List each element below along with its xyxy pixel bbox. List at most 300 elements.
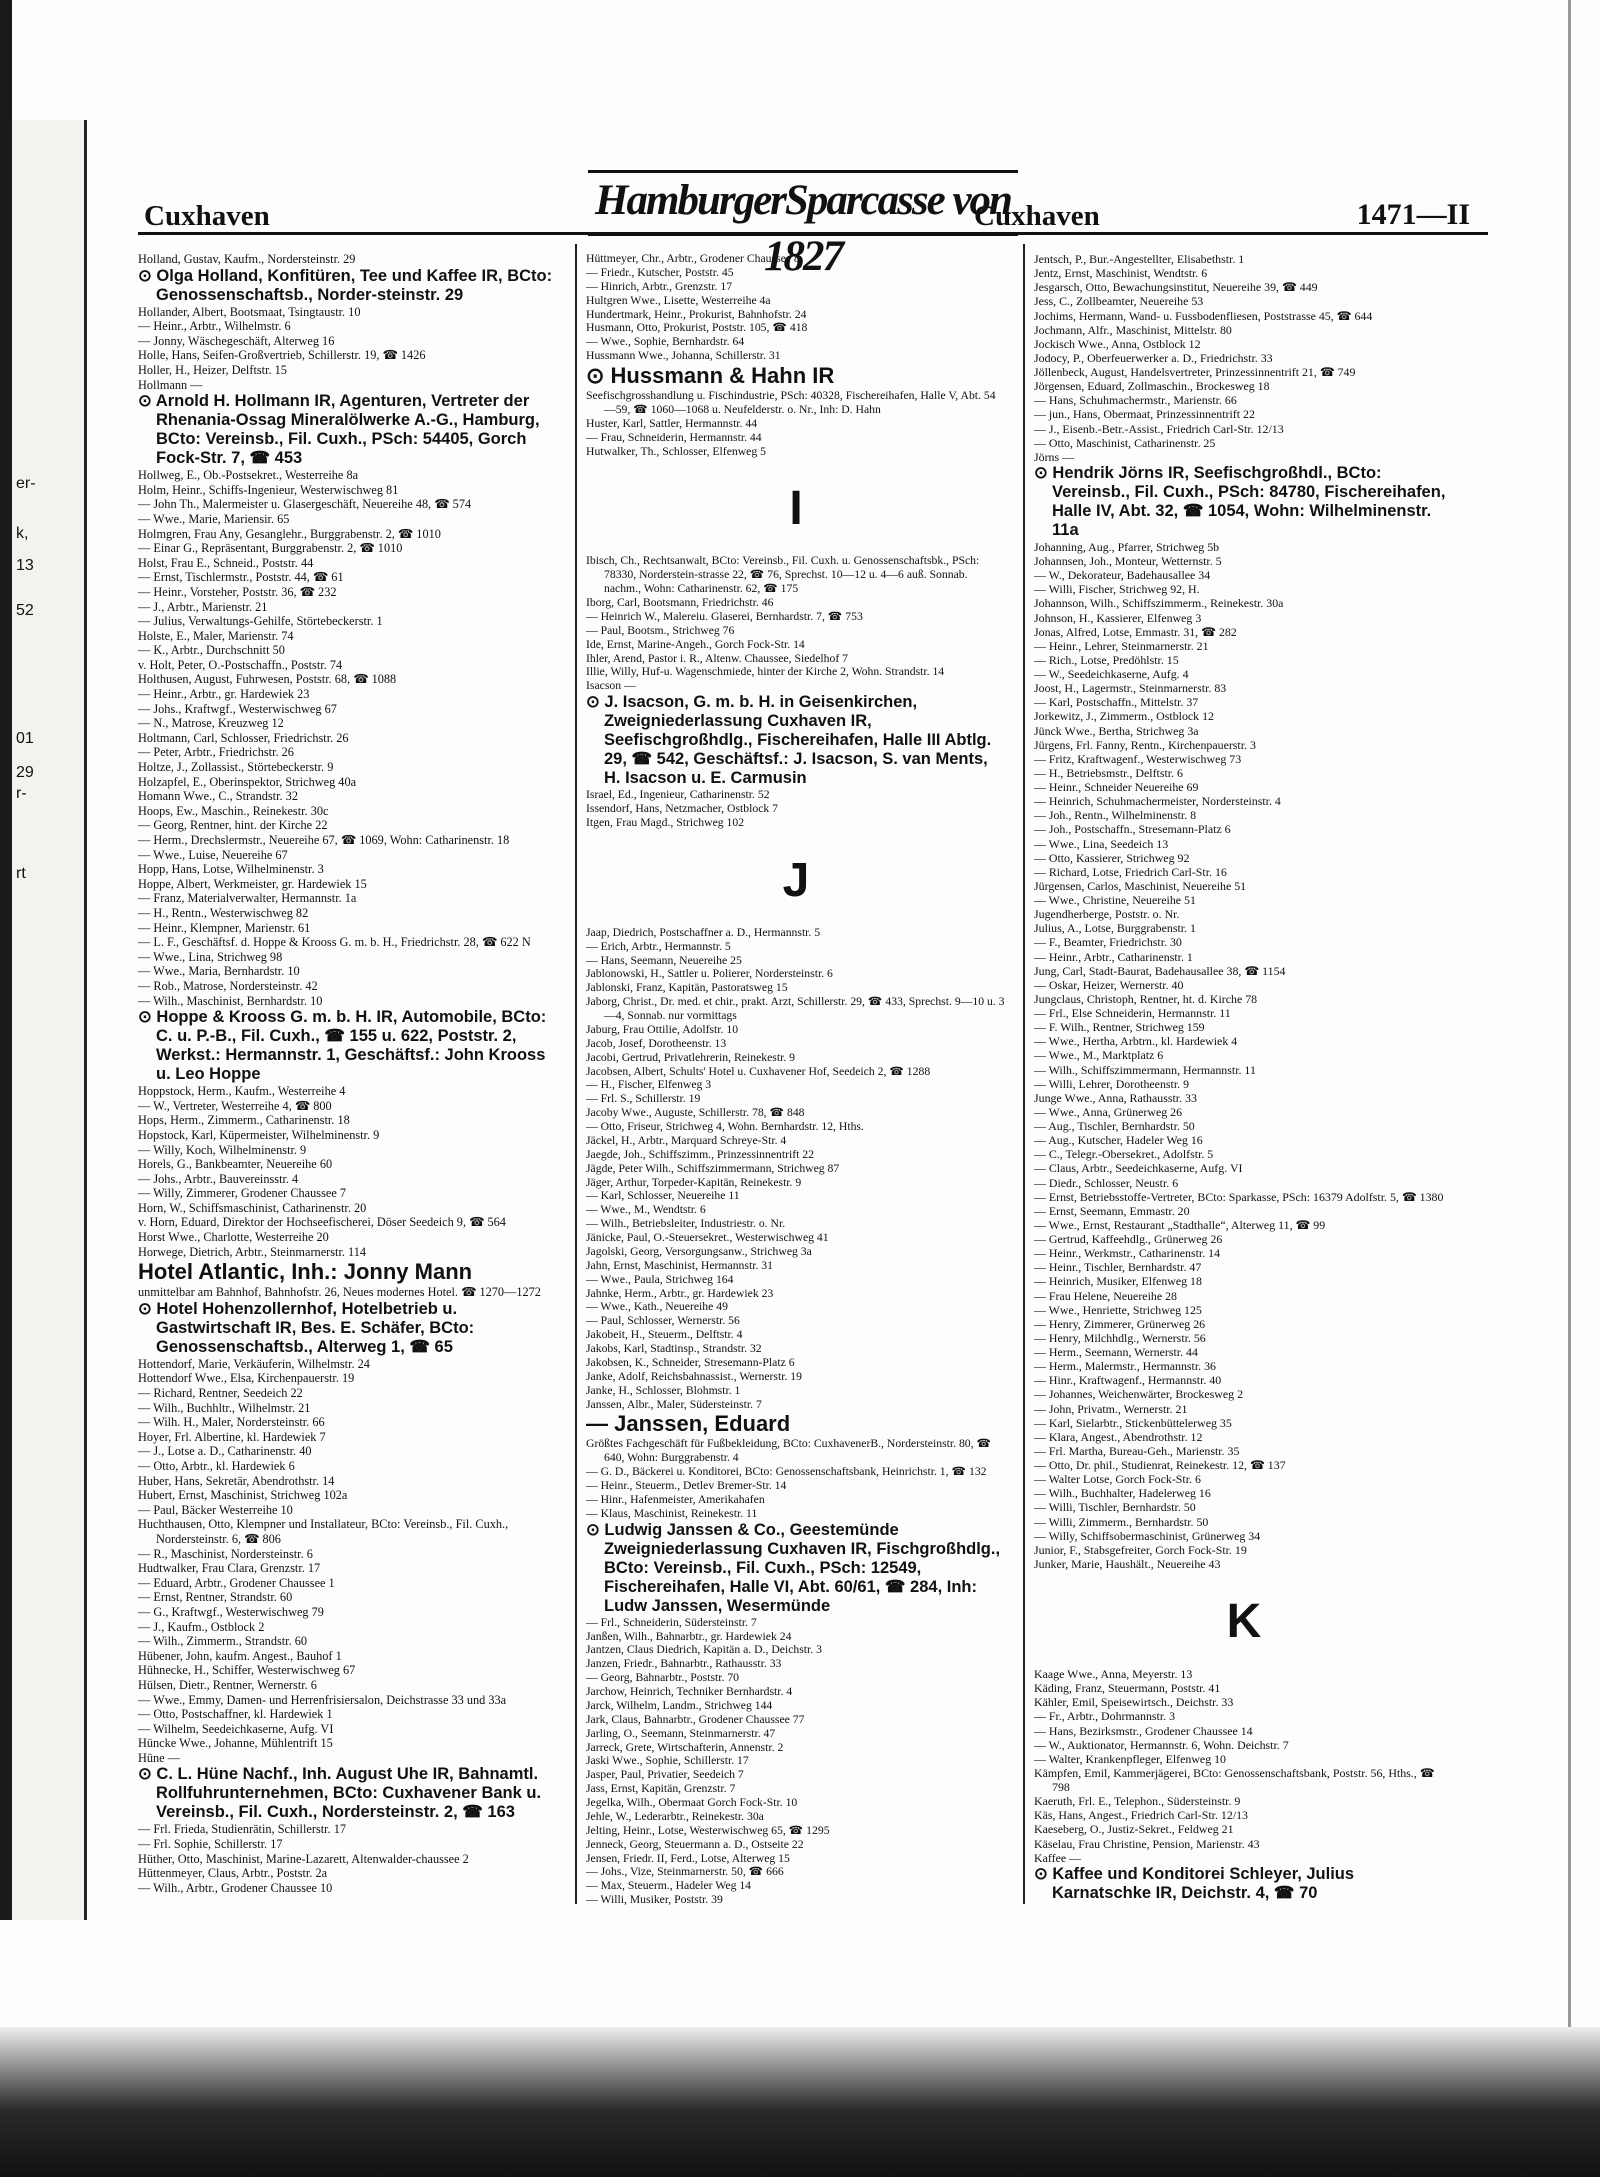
directory-entry: — Ernst, Seemann, Emmastr. 20 <box>1034 1203 1190 1218</box>
directory-entry: Horst Wwe., Charlotte, Westerreihe 20 <box>138 1230 329 1245</box>
directory-entry: Jakobeit, H., Steuerm., Delftstr. 4 <box>586 1328 743 1342</box>
directory-entry: — Wilh., Arbtr., Grodener Chaussee 10 <box>138 1880 333 1895</box>
directory-entry: — Wwe., Maria, Bernhardstr. 10 <box>138 964 300 979</box>
directory-entry: — Ernst, Betriebsstoffe-Vertreter, BCto: Sparkasse, PSch: 16379 Adolfstr. 5, ☎ 1380 <box>1034 1189 1444 1204</box>
directory-entry: — Frl. Martha, Bureau-Geh., Marienstr. 35 <box>1034 1443 1240 1458</box>
directory-advertisement: Hotel Atlantic, Inh.: Jonny Mann <box>138 1259 473 1285</box>
directory-entry: — J., Lotse a. D., Catharinenstr. 40 <box>138 1444 312 1459</box>
directory-entry: Jarchow, Heinrich, Techniker Bernhardstr. 4 <box>586 1685 793 1698</box>
directory-entry: Jäger, Arthur, Torpeder-Kapitän, Reinekestr. 9 <box>586 1175 802 1189</box>
directory-entry: — Joh., Postschaffn., Stresemann-Platz 6 <box>1034 822 1231 837</box>
directory-entry: — Fr., Arbtr., Dohrmannstr. 3 <box>1034 1709 1176 1724</box>
directory-entry: Hutwalker, Th., Schlosser, Elfenweg 5 <box>586 444 766 458</box>
directory-entry: — Heinrich W., Malereiu. Glaserei, Bernhardstr. 7, ☎ 753 <box>586 609 863 623</box>
directory-entry: Jörns — <box>1034 449 1074 464</box>
directory-entry: Holste, E., Maler, Marienstr. 74 <box>138 628 294 643</box>
directory-entry: — N., Matrose, Kreuzweg 12 <box>138 716 284 731</box>
directory-entry: — Otto, Kassierer, Strichweg 92 <box>1034 850 1190 865</box>
directory-entry: Huber, Hans, Sekretär, Abendrothstr. 14 <box>138 1473 335 1488</box>
directory-entry: — Wilh., Betriebsleiter, Industriestr. o. Nr. <box>586 1217 786 1231</box>
directory-entry: — R., Maschinist, Nordersteinstr. 6 <box>138 1546 313 1561</box>
directory-entry: — Wilh., Schiffszimmermann, Hermannstr. 11 <box>1034 1062 1256 1077</box>
scan-bottom-shadow <box>0 2027 1600 2177</box>
directory-entry: — Ernst, Rentner, Strandstr. 60 <box>138 1590 293 1605</box>
directory-entry: Junge Wwe., Anna, Rathausstr. 33 <box>1034 1090 1197 1105</box>
directory-entry: Jänicke, Paul, O.-Steuersekret., Westerwischweg 41 <box>586 1231 829 1244</box>
directory-entry: Jegelka, Wilh., Obermaat Gorch Fock-Str. 10 <box>586 1796 798 1809</box>
directory-entry: — Heinr., Schneider Neuereihe 69 <box>1034 780 1199 794</box>
directory-entry: — Frl. Sophie, Schillerstr. 17 <box>138 1837 283 1852</box>
directory-entry: Käding, Franz, Steuermann, Poststr. 41 <box>1034 1681 1221 1696</box>
directory-entry: Hoppe, Albert, Werkmeister, gr. Hardewiek 15 <box>138 876 367 891</box>
directory-entry: Johannson, Wilh., Schiffszimmerm., Reinekestr. 30a <box>1034 596 1284 611</box>
page-number: 1471—II <box>1356 198 1470 231</box>
directory-entry: Jacobi, Gertrud, Privatlehrerin, Reinekestr. 9 <box>586 1050 796 1064</box>
directory-entry: Junker, Marie, Haushält., Neuereihe 43 <box>1034 1556 1221 1571</box>
directory-entry: Horn, W., Schiffsmaschinist, Catharinenstr. 20 <box>138 1200 367 1215</box>
directory-entry: — Wilh., Zimmerm., Strandstr. 60 <box>138 1634 308 1649</box>
directory-entry: Janke, H., Schlosser, Blohmstr. 1 <box>586 1383 741 1397</box>
directory-entry: Jensen, Friedr. II, Ferd., Lotse, Alterweg 15 <box>586 1851 790 1865</box>
directory-entry: — Oskar, Heizer, Wernerstr. 40 <box>1034 977 1184 992</box>
directory-entry: — F., Beamter, Friedrichstr. 30 <box>1034 935 1182 950</box>
directory-entry: — Wwe., Paula, Strichweg 164 <box>586 1272 734 1286</box>
section-letter: K <box>1226 1595 1262 1648</box>
directory-entry: — Willi, Tischler, Bernhardstr. 50 <box>1034 1500 1196 1515</box>
directory-entry: Hopp, Hans, Lotse, Wilhelminenstr. 3 <box>138 862 324 877</box>
adjacent-page-fragment: rt <box>16 865 26 882</box>
directory-entry: Hüncke Wwe., Johanne, Mühlentrift 15 <box>138 1736 333 1751</box>
directory-entry: — Erich, Arbtr., Hermannstr. 5 <box>586 939 731 953</box>
directory-entry: — L. F., Geschäftsf. d. Hoppe & Krooss G. m. b. H., Friedrichstr. 28, ☎ 622 N <box>138 935 531 950</box>
header-advertisement: HamburgerSparcasse von 1827 <box>588 170 1018 236</box>
directory-entry: — J., Arbtr., Marienstr. 21 <box>138 599 268 614</box>
directory-entry: — Max, Steuerm., Hadeler Weg 14 <box>586 1879 752 1893</box>
column-1 <box>138 252 558 1895</box>
directory-entry: — F. Wilh., Rentner, Strichweg 159 <box>1034 1020 1205 1035</box>
directory-entry: Hollmann — <box>138 377 203 392</box>
directory-entry: Hops, Herm., Zimmerm., Catharinenstr. 18 <box>138 1113 350 1128</box>
directory-entry: Hüne — <box>138 1750 181 1765</box>
directory-entry: — Paul, Bootsm., Strichweg 76 <box>586 623 735 637</box>
directory-entry: Holler, H., Heizer, Delftstr. 15 <box>138 362 287 377</box>
directory-entry: — Henry, Zimmerer, Grünerweg 26 <box>1034 1316 1206 1331</box>
directory-entry: Kaeseberg, O., Justiz-Sekret., Feldweg 21 <box>1034 1822 1234 1837</box>
adjacent-page-fragment: 13 <box>16 557 34 574</box>
directory-entry: — John Th., Malermeister u. Glasergeschäft, Neuereihe 48, ☎ 574 <box>138 497 472 512</box>
directory-entry: — Willi, Fischer, Strichweg 92, H. <box>1034 582 1200 597</box>
directory-entry: Kaage Wwe., Anna, Meyerstr. 13 <box>1034 1667 1193 1681</box>
directory-entry: — Wwe., Marie, Mariensir. 65 <box>138 511 290 526</box>
directory-entry: — Karl, Postschaffn., Mittelstr. 37 <box>1034 695 1199 710</box>
directory-entry: — J., Eisenb.-Betr.-Assist., Friedrich Carl-Str. 12/13 <box>1034 421 1284 436</box>
header-right-city: Cuxhaven <box>974 200 1100 232</box>
header-left-city: Cuxhaven <box>144 200 270 232</box>
directory-entry: Jentz, Ernst, Maschinist, Wendtstr. 6 <box>1034 266 1208 281</box>
directory-entry: Jöllenbeck, August, Handelsvertreter, Prinzessinnentrift 21, ☎ 749 <box>1034 365 1356 379</box>
directory-entry: Jagolski, Georg, Versorgungsanw., Strichweg 3a <box>586 1244 812 1258</box>
directory-entry: — Hinr., Kraftwagenf., Hermannstr. 40 <box>1034 1373 1222 1388</box>
directory-entry: — Fritz, Kraftwagenf., Westerwischweg 73 <box>1034 751 1242 766</box>
directory-entry: — Heinrich, Schuhmachermeister, Nordersteinstr. 4 <box>1034 794 1281 809</box>
directory-entry: — Klara, Angest., Abendrothstr. 12 <box>1034 1429 1203 1444</box>
directory-entry: — Diedr., Schlosser, Neustr. 6 <box>1034 1175 1179 1190</box>
column-rule <box>1023 244 1025 1904</box>
directory-entry: Israel, Ed., Ingenieur, Catharinenstr. 52 <box>586 788 770 802</box>
directory-entry: Jockisch Wwe., Anna, Ostblock 12 <box>1034 336 1201 351</box>
directory-entry: — Johannes, Weichenwärter, Brockesweg 2 <box>1034 1387 1244 1402</box>
directory-entry: — Frau, Schneiderin, Hermannstr. 44 <box>586 430 762 444</box>
directory-entry: — Einar G., Repräsentant, Burggrabenstr. 2, ☎ 1010 <box>138 541 403 556</box>
directory-entry: — Wwe., Sophie, Bernhardstr. 64 <box>586 335 745 349</box>
directory-entry: — Gertrud, Kaffeehdlg., Grünerweg 26 <box>1034 1232 1223 1246</box>
directory-entry: — Henry, Milchhdlg., Wernerstr. 56 <box>1034 1330 1206 1345</box>
directory-entry: — Hans, Schuhmachermstr., Marienstr. 66 <box>1034 393 1237 408</box>
directory-entry: — Wilh., Maschinist, Bernhardstr. 10 <box>138 993 323 1008</box>
directory-entry: — Walter, Krankenpfleger, Elfenweg 10 <box>1034 1751 1227 1766</box>
directory-entry: Hussmann Wwe., Johanna, Schillerstr. 31 <box>586 349 781 363</box>
directory-page <box>138 140 1488 1945</box>
directory-entry: — Johs., Kraftwgf., Westerwischweg 67 <box>138 701 337 716</box>
directory-entry: — W., Dekorateur, Badehausallee 34 <box>1034 568 1211 583</box>
directory-entry: Kaeruth, Frl. E., Telephon., Südersteinstr. 9 <box>1034 1794 1241 1809</box>
directory-entry: Johannsen, Joh., Monteur, Wetternstr. 5 <box>1034 554 1222 568</box>
directory-entry: Holzapfel, E., Oberinspektor, Strichweg 40a <box>138 774 357 789</box>
directory-entry: — Eduard, Arbtr., Grodener Chaussee 1 <box>138 1575 335 1590</box>
directory-entry: Hottendorf, Marie, Verkäuferin, Wilhelmstr. 24 <box>138 1356 370 1371</box>
directory-advertisement: ⊙ Kaffee und Konditorei Schleyer, Julius Karnatschke IR, Deichstr. 4, ☎ 70 <box>1034 1864 1355 1902</box>
directory-entry: Hoppstock, Herm., Kaufm., Westerreihe 4 <box>138 1084 346 1099</box>
directory-entry: Hühnecke, H., Schiffer, Westerwischweg 67 <box>138 1663 356 1678</box>
directory-entry: — Heinr., Werkmstr., Catharinenstr. 14 <box>1034 1246 1221 1261</box>
directory-entry: Holle, Hans, Seifen-Großvertrieb, Schillerstr. 19, ☎ 1426 <box>138 348 426 363</box>
directory-entry: — Wilh., Buchhalter, Hadelerweg 16 <box>1034 1486 1211 1501</box>
directory-entry: — Wwe., M., Wendtstr. 6 <box>586 1203 706 1217</box>
directory-entry: Hollander, Albert, Bootsmaat, Tsingtaustr. 10 <box>138 304 361 319</box>
directory-entry: Jaap, Diedrich, Postschaffner a. D., Hermannstr. 5 <box>586 925 821 939</box>
directory-entry: — Walter Lotse, Gorch Fock-Str. 6 <box>1034 1472 1201 1487</box>
directory-entry: — K., Arbtr., Durchschnitt 50 <box>138 643 285 658</box>
directory-entry: Horwege, Dietrich, Arbtr., Steinmarnerstr. 114 <box>138 1244 367 1259</box>
directory-entry: Holmgren, Frau Any, Gesanglehr., Burggrabenstr. 2, ☎ 1010 <box>138 526 441 541</box>
directory-entry: — Hinrich, Arbtr., Grenzstr. 17 <box>586 279 733 293</box>
directory-entry: Janßen, Wilh., Bahnarbtr., gr. Hardewiek 24 <box>586 1629 792 1643</box>
directory-entry: — Wwe., Emmy, Damen- und Herrenfrisiersalon, Deichstrasse 33 und 33a <box>138 1692 507 1707</box>
directory-entry: — Claus, Arbtr., Seedeichkaserne, Aufg. VI <box>1034 1161 1243 1176</box>
directory-entry: — jun., Hans, Obermaat, Prinzessinnentrift 22 <box>1034 407 1255 422</box>
directory-entry: — Frl., Schneiderin, Südersteinstr. 7 <box>586 1615 757 1629</box>
directory-entry: — Heinr., Klempner, Marienstr. 61 <box>138 920 311 935</box>
directory-entry: Hoyer, Frl. Albertine, kl. Hardewiek 7 <box>138 1429 326 1444</box>
directory-entry: — Wilh., Buchhltr., Wilhelmstr. 21 <box>138 1400 311 1415</box>
directory-entry: Jarling, O., Seemann, Steinmarnerstr. 47 <box>586 1726 776 1740</box>
directory-entry: Itgen, Frau Magd., Strichweg 102 <box>586 815 745 829</box>
directory-entry: — Wwe., Anna, Grünerweg 26 <box>1034 1104 1183 1119</box>
directory-entry: — Wilhelm, Seedeichkaserne, Aufg. VI <box>138 1721 334 1736</box>
directory-entry: — Willi, Zimmerm., Bernhardstr. 50 <box>1034 1514 1209 1529</box>
directory-entry: — Ernst, Tischlermstr., Poststr. 44, ☎ 61 <box>138 570 344 585</box>
directory-entry: Jess, C., Zollbeamter, Neuereihe 53 <box>1034 294 1204 309</box>
directory-entry: — Johs., Vize, Steinmarnerstr. 50, ☎ 666 <box>586 1865 784 1879</box>
directory-entry: — Aug., Kutscher, Hadeler Weg 16 <box>1034 1133 1203 1148</box>
directory-entry: Jarck, Wilhelm, Landm., Strichweg 144 <box>586 1698 773 1712</box>
directory-entry: Ihler, Arend, Pastor i. R., Altenw. Chaussee, Siedelhof 7 <box>586 651 849 665</box>
directory-entry: — W., Auktionator, Hermannstr. 6, Wohn. Deichstr. 7 <box>1034 1737 1289 1752</box>
directory-entry: — Frau Helene, Neuereihe 28 <box>1034 1288 1177 1303</box>
directory-entry: Käs, Hans, Angest., Friedrich Carl-Str. 12/13 <box>1034 1808 1249 1823</box>
directory-entry: Jünck Wwe., Bertha, Strichweg 3a <box>1034 723 1199 738</box>
directory-entry: Jablonski, Franz, Kapitän, Pastoratsweg 15 <box>586 981 788 995</box>
column-rule <box>575 244 577 1904</box>
directory-entry: — G., Kraftwgf., Westerwischweg 79 <box>138 1604 324 1619</box>
adjacent-page-fragment: 52 <box>16 602 34 619</box>
directory-entry: Homann Wwe., C., Strandstr. 32 <box>138 789 298 804</box>
directory-advertisement: ⊙ Hussmann & Hahn IR <box>586 363 835 388</box>
directory-entry: Hüttmeyer, Chr., Arbtr., Grodener Chaussee 8 <box>586 252 800 265</box>
directory-entry: Holtmann, Carl, Schlosser, Friedrichstr. 26 <box>138 730 349 745</box>
directory-entry: Jodocy, P., Oberfeuerwerker a. D., Friedrichstr. 33 <box>1034 350 1273 365</box>
directory-entry: — Aug., Tischler, Bernhardstr. 50 <box>1034 1119 1195 1133</box>
directory-entry: v. Holt, Peter, O.-Postschaffn., Poststr. 74 <box>138 657 343 672</box>
directory-entry: — Heinr., Steuerm., Detlev Bremer-Str. 14 <box>586 1479 787 1492</box>
directory-entry: Janssen, Albr., Maler, Südersteinstr. 7 <box>586 1397 762 1411</box>
directory-advertisement: ⊙ Arnold H. Hollmann IR, Agenturen, Vertreter der Rhenania-Ossag Mineralölwerke A.-G., Hamburg, BCto: Vereinsb., Fil. Cuxh., PSch: 54405, Gorch Fock-Str. 7, ☎ 453 <box>138 392 540 468</box>
directory-entry: Kähler, Emil, Speisewirtsch., Deichstr. 33 <box>1034 1695 1234 1710</box>
directory-entry: Hollweg, E., Ob.-Postsekret., Westerreihe 8a <box>138 468 359 483</box>
directory-entry: Isacson — <box>586 679 636 693</box>
directory-entry: — Richard, Lotse, Friedrich Carl-Str. 16 <box>1034 864 1227 879</box>
directory-entry: — Peter, Arbtr., Friedrichstr. 26 <box>138 745 294 760</box>
directory-entry: — Paul, Bäcker Westerreihe 10 <box>138 1502 293 1517</box>
directory-entry: — Rob., Matrose, Nordersteinstr. 42 <box>138 978 318 993</box>
directory-entry: — Wwe., Ernst, Restaurant „Stadthalle“, Alterweg 11, ☎ 99 <box>1034 1217 1326 1232</box>
directory-entry: Hottendorf Wwe., Elsa, Kirchenpauerstr. 19 <box>138 1371 355 1386</box>
directory-entry: Jantzen, Claus Diedrich, Kapitän a. D., Deichstr. 3 <box>586 1643 822 1657</box>
directory-entry: Junior, F., Stabsgefreiter, Gorch Fock-Str. 19 <box>1034 1542 1247 1557</box>
column-2 <box>586 252 1006 1907</box>
directory-entry: — Wilh. H., Maler, Nordersteinstr. 66 <box>138 1415 325 1430</box>
section-letter: I <box>789 482 803 536</box>
directory-entry: Jürgensen, Carlos, Maschinist, Neuereihe 51 <box>1034 878 1247 893</box>
directory-entry: — Hans, Seemann, Neuereihe 25 <box>586 953 742 967</box>
directory-entry: — Frl., Else Schneiderin, Hermannstr. 11 <box>1034 1006 1231 1020</box>
directory-entry: — Herm., Malermstr., Hermannstr. 36 <box>1034 1359 1216 1374</box>
directory-entry: Hülsen, Dietr., Rentner, Wernerstr. 6 <box>138 1677 317 1692</box>
directory-entry: Jablonowski, H., Sattler u. Polierer, Nordersteinstr. 6 <box>586 967 833 981</box>
directory-advertisement: ⊙ Olga Holland, Konfitüren, Tee und Kaffee IR, BCto: Genossenschaftsb., Norder-steinstr. 29 <box>138 266 553 304</box>
directory-entry: — Friedr., Kutscher, Poststr. 45 <box>586 265 734 279</box>
directory-entry: Jaborg, Christ., Dr. med. et chir., prakt. Arzt, Schillerstr. 29, ☎ 433, Sprechst. 9—10 u. 3—4, Sonnab. nur vormittags <box>586 995 1005 1022</box>
directory-entry: — Frl. Frieda, Studienrätin, Schillerstr. 17 <box>138 1822 347 1837</box>
directory-entry: Jelting, Heinr., Lotse, Westerwischweg 65, ☎ 1295 <box>586 1823 830 1837</box>
directory-entry: Jaegde, Joh., Schiffszimm., Prinzessinnentrift 22 <box>586 1147 814 1161</box>
directory-entry: — Klaus, Maschinist, Reinekestr. 11 <box>586 1506 758 1520</box>
directory-entry: Holland, Gustav, Kaufm., Nordersteinstr. 29 <box>138 252 356 266</box>
adjacent-page-strip <box>12 120 87 1920</box>
directory-entry: Kämpfen, Emil, Kammerjägerei, BCto: Genossenschaftsbank, Poststr. 56, Hths., ☎ 798 <box>1034 1765 1435 1794</box>
adjacent-page-fragment: er- <box>16 475 36 492</box>
directory-entry: Husmann, Otto, Prokurist, Poststr. 105, ☎ 418 <box>586 321 808 335</box>
directory-entry: — Joh., Rentn., Wilhelminenstr. 8 <box>1034 808 1197 823</box>
directory-entry: — H., Betriebsmstr., Delftstr. 6 <box>1034 765 1183 780</box>
directory-entry: Kaffee — <box>1034 1850 1081 1865</box>
directory-entry: — Heinr., Arbtr., Wilhelmstr. 6 <box>138 319 291 334</box>
directory-entry: — Heinr., Tischler, Bernhardstr. 47 <box>1034 1260 1202 1275</box>
directory-entry: Johnson, H., Kassierer, Elfenweg 3 <box>1034 610 1202 625</box>
directory-entry: Seefischgrosshandlung u. Fischindustrie, PSch: 40328, Fischereihafen, Halle V, Abt. 54—59, ☎ 1060—1068 u. Neufelderstr. o. Nr., Inh: D. Hahn <box>586 389 996 416</box>
directory-entry: — Herm., Seemann, Wernerstr. 44 <box>1034 1345 1198 1359</box>
directory-entry: Janke, Adolf, Reichsbahnassist., Wernerstr. 19 <box>586 1369 802 1383</box>
directory-entry: Hundertmark, Heinr., Prokurist, Bahnhofstr. 24 <box>586 307 807 321</box>
directory-advertisement: — Janssen, Eduard <box>586 1411 791 1437</box>
directory-entry: — Paul, Schlosser, Wernerstr. 56 <box>586 1314 740 1328</box>
directory-entry: — Karl, Sielarbtr., Stickenbüttelerweg 35 <box>1034 1415 1232 1430</box>
directory-advertisement: ⊙ J. Isacson, G. m. b. H. in Geisenkirchen, Zweigniederlassung Cuxhaven IR, Seefischgroßhdlg., Fischereihafen, Halle III Abtlg. 29, ☎ 542, Geschäftsf.: J. Isacson, S. van Ments, H. Isacson u. E. Carmusin <box>586 693 992 788</box>
directory-entry: Hudtwalker, Frau Clara, Grenzstr. 17 <box>138 1561 321 1576</box>
directory-entry: — Wwe., Luise, Neuereihe 67 <box>138 847 288 862</box>
directory-entry: Illie, Willy, Huf-u. Wagenschmiede, hinter der Kirche 2, Wohn. Strandstr. 14 <box>586 665 945 679</box>
directory-entry: — Herm., Drechslermstr., Neuereihe 67, ☎ 1069, Wohn: Catharinenstr. 18 <box>138 833 510 847</box>
directory-entry: Jungclaus, Christoph, Rentner, ht. d. Kirche 78 <box>1034 991 1258 1006</box>
directory-entry: Ibisch, Ch., Rechtsanwalt, BCto: Vereinsb., Fil. Cuxh. u. Genossenschaftsbk., PSch: 78330, Norderstein-strasse 22, ☎ 76, Sprechst. 10—12 u. 4—6 auß. Sonnab. nachm., Wohn: Catharinenstr. 62, ☎ 175 <box>586 554 980 596</box>
directory-entry: Jark, Claus, Bahnarbtr., Grodener Chaussee 77 <box>586 1712 805 1726</box>
directory-entry: — Otto, Postschaffner, kl. Hardewiek 1 <box>138 1707 333 1722</box>
directory-entry: — Wwe., Lina, Strichweg 98 <box>138 949 283 964</box>
directory-entry: Jesgarsch, Otto, Bewachungsinstitut, Neuereihe 39, ☎ 449 <box>1034 280 1318 295</box>
directory-entry: Jugendherberge, Poststr. o. Nr. <box>1034 907 1180 922</box>
directory-entry: unmittelbar am Bahnhof, Bahnhofstr. 26, Neues modernes Hotel. ☎ 1270—1272 <box>138 1285 541 1300</box>
directory-entry: Jacobsen, Albert, Schults' Hotel u. Cuxhavener Hof, Seedeich 2, ☎ 1288 <box>586 1064 931 1078</box>
directory-entry: Jentsch, P., Bur.-Angestellter, Elisabethstr. 1 <box>1034 252 1245 266</box>
directory-entry: Hubert, Ernst, Maschinist, Strichweg 102a <box>138 1488 348 1503</box>
directory-entry: — Hans, Bezirksmstr., Grodener Chaussee 14 <box>1034 1723 1253 1738</box>
directory-entry: Holtze, J., Zollassist., Störtebeckerstr. 9 <box>138 760 334 775</box>
directory-entry: — Heinr., Vorsteher, Poststr. 36, ☎ 232 <box>138 584 337 599</box>
directory-entry: Holthusen, August, Fuhrwesen, Poststr. 68, ☎ 1088 <box>138 672 397 687</box>
directory-entry: Iborg, Carl, Bootsmann, Friedrichstr. 46 <box>586 596 774 609</box>
directory-entry: Johanning, Aug., Pfarrer, Strichweg 5b <box>1034 539 1220 554</box>
directory-advertisement: ⊙ Hotel Hohenzollernhof, Hotelbetrieb u. Gastwirtschaft IR, Bes. E. Schäfer, BCto: Genossenschaftsb., Alterweg 1, ☎ 65 <box>138 1299 475 1356</box>
directory-entry: — Otto, Dr. phil., Studienrat, Reinekestr. 12, ☎ 137 <box>1034 1458 1286 1472</box>
directory-entry: Jacoby Wwe., Auguste, Schillerstr. 78, ☎ 848 <box>586 1106 805 1120</box>
directory-entry: Jasper, Paul, Privatier, Seedeich 7 <box>586 1768 744 1782</box>
directory-entry: — Wwe., Lina, Seedeich 13 <box>1034 836 1169 851</box>
directory-entry: — Johs., Arbtr., Bauvereinsstr. 4 <box>138 1171 299 1186</box>
scan-edge <box>0 0 12 1920</box>
directory-entry: — G. D., Bäckerei u. Konditorei, BCto: Genossenschaftsbank, Heinrichstr. 1, ☎ 132 <box>586 1465 987 1479</box>
directory-entry: Jaburg, Frau Ottilie, Adolfstr. 10 <box>586 1022 739 1036</box>
directory-entry: Jäckel, H., Arbtr., Marquard Schreye-Str. 4 <box>586 1133 787 1147</box>
directory-entry: — Heinr., Arbtr., gr. Hardewiek 23 <box>138 687 310 702</box>
directory-entry: — H., Rentn., Westerwischweg 82 <box>138 905 309 920</box>
directory-entry: Jacob, Josef, Dorotheenstr. 13 <box>586 1036 727 1050</box>
directory-entry: — Georg, Bahnarbtr., Poststr. 70 <box>586 1671 740 1685</box>
directory-entry: Jägde, Peter Wilh., Schiffszimmermann, Strichweg 87 <box>586 1161 840 1175</box>
directory-advertisement: ⊙ Hoppe & Krooss G. m. b. H. IR, Automobile, BCto: C. u. P.-B., Fil. Cuxh., ☎ 155 u. 622, Poststr. 2, Werkst.: Hermannstr. 1, Geschäftsf.: John Krooss u. Leo Hoppe <box>138 1008 547 1084</box>
section-letter: J <box>782 853 810 907</box>
directory-entry: — Heinr., Arbtr., Catharinenstr. 1 <box>1034 949 1193 964</box>
directory-entry: — Jonny, Wäschegeschäft, Alterweg 16 <box>138 333 335 348</box>
directory-entry: Jörgensen, Eduard, Zollmaschin., Brockesweg 18 <box>1034 379 1270 394</box>
directory-entry: Jakobs, Karl, Stadtinsp., Strandstr. 32 <box>586 1342 762 1355</box>
directory-entry: Jung, Carl, Stadt-Baurat, Badehausallee 38, ☎ 1154 <box>1034 963 1286 978</box>
directory-entry: — Richard, Rentner, Seedeich 22 <box>138 1386 303 1401</box>
directory-entry: Jenneck, Georg, Steuermann a. D., Ostseite 22 <box>586 1837 804 1851</box>
directory-entry: Hopstock, Karl, Küpermeister, Wilhelminenstr. 9 <box>138 1127 380 1142</box>
directory-entry: — Wwe., M., Marktplatz 6 <box>1034 1048 1164 1063</box>
directory-entry: — Julius, Verwaltungs-Gehilfe, Störtebeckerstr. 1 <box>138 614 383 629</box>
directory-entry: Holst, Frau E., Schneid., Poststr. 44 <box>138 555 314 570</box>
directory-entry: Jass, Ernst, Kapitän, Grenzstr. 7 <box>586 1782 736 1796</box>
directory-entry: Jorkewitz, J., Zimmerm., Ostblock 12 <box>1034 709 1214 724</box>
directory-entry: Issendorf, Hans, Netzmacher, Ostblock 7 <box>586 802 778 815</box>
directory-entry: — Willy, Koch, Wilhelminenstr. 9 <box>138 1142 307 1157</box>
directory-entry: Huchthausen, Otto, Klempner und Installateur, BCto: Vereinsb., Fil. Cuxh., Nordersteinstr. 6, ☎ 806 <box>138 1517 509 1546</box>
directory-entry: Jochims, Hermann, Wand- u. Fussbodenfliesen, Poststrasse 45, ☎ 644 <box>1034 308 1373 323</box>
scan-right-border <box>1568 0 1571 2177</box>
directory-entry: Horels, G., Bankbeamter, Neuereihe 60 <box>138 1157 333 1172</box>
directory-entry: Jürgens, Frl. Fanny, Rentn., Kirchenpauerstr. 3 <box>1034 737 1256 752</box>
directory-entry: Jaski Wwe., Sophie, Schillerstr. 17 <box>586 1754 749 1768</box>
column-3 <box>1034 252 1454 1903</box>
directory-entry: — Frl. S., Schillerstr. 19 <box>586 1092 701 1106</box>
directory-entry: Jahn, Ernst, Maschinist, Hermannstr. 31 <box>586 1258 773 1272</box>
directory-entry: Hüther, Otto, Maschinist, Marine-Lazarett, Altenwalder-chaussee 2 <box>138 1851 469 1866</box>
directory-entry: — Wwe., Christine, Neuereihe 51 <box>1034 893 1196 907</box>
directory-entry: — Heinr., Lehrer, Steinmarnerstr. 21 <box>1034 638 1209 653</box>
directory-entry: Hoops, Ew., Maschin., Reinekestr. 30c <box>138 803 329 818</box>
directory-entry: Joost, H., Lagermstr., Steinmarnerstr. 83 <box>1034 681 1227 696</box>
directory-entry: Jochmann, Alfr., Maschinist, Mittelstr. 80 <box>1034 322 1232 337</box>
directory-entry: Hüttenmeyer, Claus, Arbtr., Poststr. 2a <box>138 1866 328 1881</box>
directory-entry: — Willy, Schiffsobermaschinist, Grünerweg 34 <box>1034 1528 1261 1543</box>
directory-entry: Jehle, W., Lederarbtr., Reinekestr. 30a <box>586 1809 764 1823</box>
directory-advertisement: ⊙ C. L. Hüne Nachf., Inh. August Uhe IR, Bahnamtl. Rollfuhrunternehmen, BCto: Cuxhavener Bank u. Vereinsb., Fil. Cuxh., Nordersteinstr. 2, ☎ 163 <box>138 1765 542 1822</box>
directory-entry: Huster, Karl, Sattler, Hermannstr. 44 <box>586 416 758 430</box>
directory-entry: — J., Kaufm., Ostblock 2 <box>138 1619 265 1634</box>
adjacent-page-fragment: 29 <box>16 764 34 781</box>
directory-entry: — C., Telegr.-Obersekret., Adolfstr. 5 <box>1034 1147 1214 1162</box>
directory-entry: — Willi, Musiker, Poststr. 39 <box>586 1893 723 1907</box>
directory-entry: — Wwe., Henriette, Strichweg 125 <box>1034 1302 1202 1317</box>
directory-entry: — Hinr., Hafenmeister, Amerikahafen <box>586 1492 765 1506</box>
directory-entry: — W., Vertreter, Westerreihe 4, ☎ 800 <box>138 1098 332 1113</box>
directory-entry: Käselau, Frau Christine, Pension, Marienstr. 43 <box>1034 1836 1260 1851</box>
directory-entry: — Otto, Friseur, Strichweg 4, Wohn. Bernhardstr. 12, Hths. <box>586 1120 864 1133</box>
directory-entry: — H., Fischer, Elfenweg 3 <box>586 1078 712 1092</box>
directory-entry: — Willy, Zimmerer, Grodener Chaussee 7 <box>138 1186 347 1201</box>
directory-entry: Jarreck, Grete, Wirtschafterin, Annenstr. 2 <box>586 1740 784 1754</box>
directory-entry: v. Horn, Eduard, Direktor der Hochseefischerei, Döser Seedeich 9, ☎ 564 <box>138 1215 506 1230</box>
directory-entry: Hübener, John, kaufm. Angest., Bauhof 1 <box>138 1648 342 1663</box>
directory-entry: Hultgren Wwe., Lisette, Westerreihe 4a <box>586 293 771 307</box>
adjacent-page-fragment: r- <box>16 785 27 802</box>
directory-entry: Größtes Fachgeschäft für Fußbekleidung, BCto: CuxhavenerB., Nordersteinstr. 80, ☎ 640, Wohn: Burggrabenstr. 4 <box>586 1437 992 1465</box>
directory-entry: — John, Privatm., Wernerstr. 21 <box>1034 1401 1188 1416</box>
directory-entry: Ide, Ernst, Marine-Angeh., Gorch Fock-Str. 14 <box>586 637 805 651</box>
directory-entry: Holm, Heinr., Schiffs-Ingenieur, Westerwischweg 81 <box>138 482 399 497</box>
adjacent-page-fragment: 01 <box>16 730 34 747</box>
directory-entry: — Wwe., Hertha, Arbtrn., kl. Hardewiek 4 <box>1034 1034 1238 1049</box>
adjacent-page-fragment: k, <box>16 525 29 542</box>
directory-entry: — Rich., Lotse, Predöhlstr. 15 <box>1034 652 1179 667</box>
directory-entry: — Willi, Lehrer, Dorotheenstr. 9 <box>1034 1076 1190 1091</box>
directory-entry: — Heinrich, Musiker, Elfenweg 18 <box>1034 1274 1202 1289</box>
directory-entry: — Georg, Rentner, hint. der Kirche 22 <box>138 818 328 833</box>
directory-entry: — Otto, Arbtr., kl. Hardewiek 6 <box>138 1459 295 1473</box>
directory-entry: Jakobsen, K., Schneider, Stresemann-Platz 6 <box>586 1355 795 1369</box>
directory-advertisement: ⊙ Ludwig Janssen & Co., Geestemünde Zweigniederlassung Cuxhaven IR, Fischgroßhdlg., BCto: Vereinsb., Fil. Cuxh., PSch: 12549, Fischereihafen, Halle VI, Abt. 60/61, ☎ 284, Inh: Ludw Janssen, Wesermünde <box>586 1520 1001 1615</box>
